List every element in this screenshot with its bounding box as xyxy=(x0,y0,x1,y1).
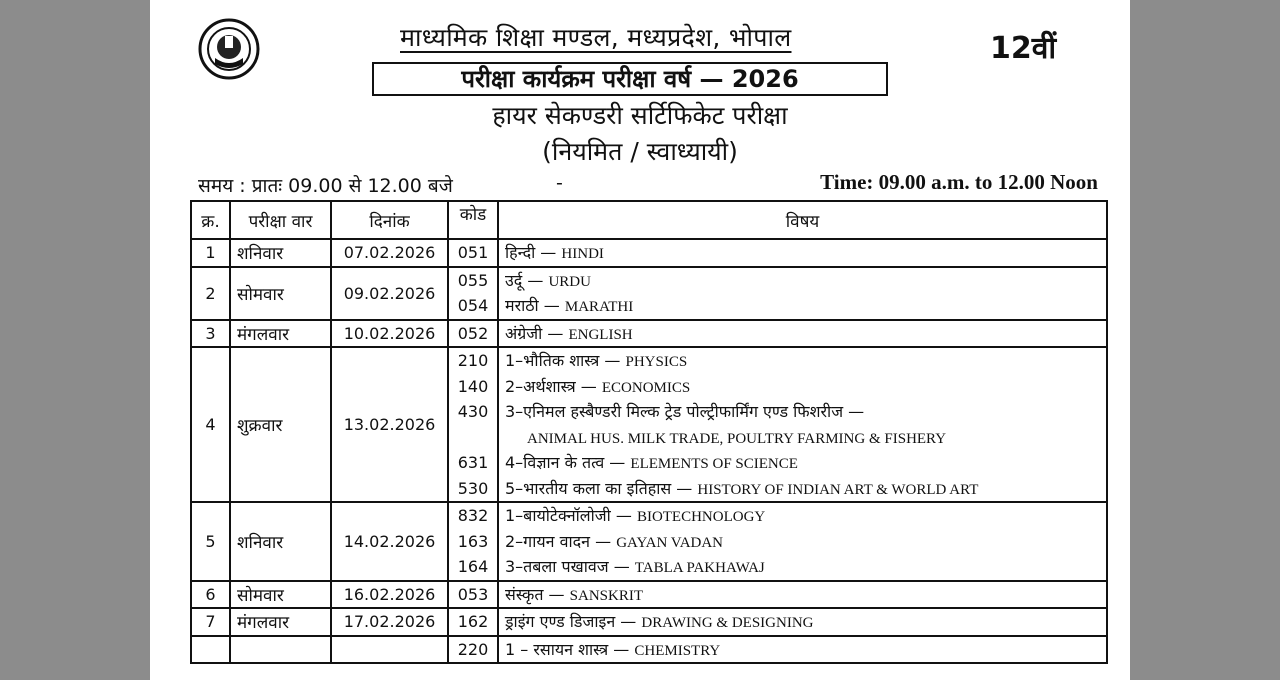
subject-name-english: DRAWING & DESIGNING xyxy=(641,615,814,631)
row-serial xyxy=(191,636,230,664)
subject-code: 055 xyxy=(457,270,489,290)
row-date xyxy=(331,636,448,664)
subject-line xyxy=(505,293,1100,319)
row-day: शनिवार xyxy=(230,239,331,267)
header-subject: विषय xyxy=(498,201,1107,239)
subject-name-english: CHEMISTRY xyxy=(634,642,721,659)
row-codes xyxy=(448,239,498,267)
table-header-row xyxy=(191,201,1107,239)
subject-code: 052 xyxy=(457,323,489,343)
subject-code: 053 xyxy=(457,584,489,604)
certificate-title: हायर सेकण्डरी सर्टिफिकेट परीक्षा xyxy=(492,101,788,130)
subject-name-english: URDU xyxy=(548,273,591,290)
row-day: शनिवार xyxy=(230,502,331,581)
table-row xyxy=(191,502,1107,581)
header-code: कोड xyxy=(448,201,498,239)
subject-name-hindi: ड्राइंग एण्ड डिजाइन — xyxy=(505,612,637,631)
subject-code: 140 xyxy=(457,376,489,396)
subject-code: 051 xyxy=(457,243,489,262)
subject-line xyxy=(505,321,1100,347)
row-serial: 4 xyxy=(191,347,230,502)
row-subjects xyxy=(498,636,1107,664)
row-subjects xyxy=(498,502,1107,581)
class-badge: 12वीं xyxy=(990,31,1057,66)
subject-line xyxy=(505,425,1100,451)
subject-name-english: TABLA PAKHAWAJ xyxy=(634,560,765,576)
row-date: 09.02.2026 xyxy=(331,267,448,320)
row-day xyxy=(230,636,331,664)
header-serial: क्र. xyxy=(191,201,230,239)
row-codes xyxy=(448,608,498,636)
subject-code: 631 xyxy=(457,453,489,472)
row-serial: 3 xyxy=(191,320,230,348)
row-date: 07.02.2026 xyxy=(331,239,448,267)
time-separator: - xyxy=(556,172,563,194)
time-english: Time: 09.00 a.m. to 12.00 Noon xyxy=(820,170,1098,194)
subject-name-hindi: हिन्दी — xyxy=(505,243,557,262)
subject-name-hindi: 2–अर्थशास्त्र — xyxy=(505,376,597,396)
row-serial: 1 xyxy=(191,239,230,267)
row-subjects xyxy=(498,581,1107,609)
row-serial: 7 xyxy=(191,608,230,636)
row-codes xyxy=(448,320,498,348)
row-subjects xyxy=(498,608,1107,636)
subject-code: 210 xyxy=(457,351,489,370)
row-date: 10.02.2026 xyxy=(331,320,448,348)
subject-code: 163 xyxy=(457,531,489,551)
subject-name-english: ECONOMICS xyxy=(601,379,691,396)
subject-code: 530 xyxy=(457,478,489,498)
header-date: दिनांक xyxy=(331,201,448,239)
subject-name-english: HISTORY OF INDIAN ART & WORLD ART xyxy=(697,481,979,498)
timetable-page xyxy=(150,0,1130,680)
exam-program-title: परीक्षा कार्यक्रम परीक्षा वर्ष — 2026 xyxy=(372,62,888,96)
row-subjects xyxy=(498,239,1107,267)
subject-name-hindi: 3–तबला पखावज — xyxy=(505,557,630,576)
subject-name-hindi: संस्कृत — xyxy=(505,584,565,604)
subject-code xyxy=(455,425,491,451)
row-date: 13.02.2026 xyxy=(331,347,448,502)
subject-line xyxy=(505,399,1100,425)
subject-line xyxy=(505,374,1100,400)
subject-line xyxy=(505,268,1100,294)
subject-line xyxy=(505,582,1100,608)
subject-line xyxy=(505,554,1100,580)
subject-name-english: ELEMENTS OF SCIENCE xyxy=(630,456,798,472)
row-day: सोमवार xyxy=(230,581,331,609)
subject-code: 162 xyxy=(457,612,489,631)
table-row xyxy=(191,267,1107,320)
table-row xyxy=(191,320,1107,348)
row-subjects xyxy=(498,267,1107,320)
subject-name-english: BIOTECHNOLOGY xyxy=(636,509,766,525)
board-title: माध्यमिक शिक्षा मण्डल, मध्यप्रदेश, भोपाल xyxy=(400,23,792,52)
row-codes xyxy=(448,347,498,502)
subject-code: 054 xyxy=(457,296,489,315)
row-date: 17.02.2026 xyxy=(331,608,448,636)
subject-code: 832 xyxy=(457,506,489,525)
row-serial: 5 xyxy=(191,502,230,581)
subject-code: 164 xyxy=(457,557,489,576)
row-date: 16.02.2026 xyxy=(331,581,448,609)
table-row xyxy=(191,608,1107,636)
subject-line xyxy=(505,476,1100,502)
table-row xyxy=(191,347,1107,502)
subject-name-english: GAYAN VADAN xyxy=(616,534,724,551)
board-seal-icon xyxy=(198,18,260,80)
header-day: परीक्षा वार xyxy=(230,201,331,239)
row-codes xyxy=(448,581,498,609)
subject-name-hindi: उर्दू — xyxy=(505,270,544,290)
subject-code: 430 xyxy=(457,402,489,421)
subject-name-english: SANSKRIT xyxy=(569,587,643,604)
subject-name-hindi: 1–बायोटेक्नॉलोजी — xyxy=(505,506,632,525)
subject-line xyxy=(505,637,1100,663)
row-date: 14.02.2026 xyxy=(331,502,448,581)
subject-name-hindi: 3–एनिमल हस्बैण्डरी मिल्क ट्रेड पोल्ट्रीफार्मिंग एण्ड फिशरीज — xyxy=(505,402,865,421)
table-row xyxy=(191,636,1107,664)
subject-name-hindi: अंग्रेजी — xyxy=(505,323,564,343)
subject-line xyxy=(505,348,1100,374)
subject-name-hindi: 1–भौतिक शास्त्र — xyxy=(505,351,621,370)
table-row xyxy=(191,239,1107,267)
exam-mode: (नियमित / स्वाध्यायी) xyxy=(542,137,738,166)
subject-line xyxy=(505,240,1100,266)
row-codes xyxy=(448,502,498,581)
row-codes xyxy=(448,636,498,664)
subject-name-hindi: 4–विज्ञान के तत्व — xyxy=(505,453,626,472)
subject-name-english: ANIMAL HUS. MILK TRADE, POULTRY FARMING & FISHERY xyxy=(527,430,947,447)
row-serial: 6 xyxy=(191,581,230,609)
subject-line xyxy=(505,503,1100,529)
row-codes xyxy=(448,267,498,320)
subject-line xyxy=(505,609,1100,635)
row-subjects xyxy=(498,320,1107,348)
row-day: मंगलवार xyxy=(230,608,331,636)
row-day: मंगलवार xyxy=(230,320,331,348)
subject-code: 220 xyxy=(457,639,489,659)
subject-name-hindi: 2–गायन वादन — xyxy=(505,531,612,551)
row-serial: 2 xyxy=(191,267,230,320)
exam-schedule-table xyxy=(190,200,1108,664)
subject-name-hindi: 5–भारतीय कला का इतिहास — xyxy=(505,478,693,498)
subject-name-english: ENGLISH xyxy=(568,326,633,343)
subject-line xyxy=(505,450,1100,476)
subject-name-english: PHYSICS xyxy=(625,354,688,370)
subject-line xyxy=(505,529,1100,555)
row-day: शुक्रवार xyxy=(230,347,331,502)
table-row xyxy=(191,581,1107,609)
subject-name-hindi: मराठी — xyxy=(505,296,560,315)
time-hindi: समय : प्रातः 09.00 से 12.00 बजे xyxy=(198,175,453,197)
row-day: सोमवार xyxy=(230,267,331,320)
subject-name-english: MARATHI xyxy=(564,299,634,315)
row-subjects xyxy=(498,347,1107,502)
subject-name-hindi: 1 – रसायन शास्त्र — xyxy=(505,639,630,659)
subject-name-english: HINDI xyxy=(561,246,604,262)
